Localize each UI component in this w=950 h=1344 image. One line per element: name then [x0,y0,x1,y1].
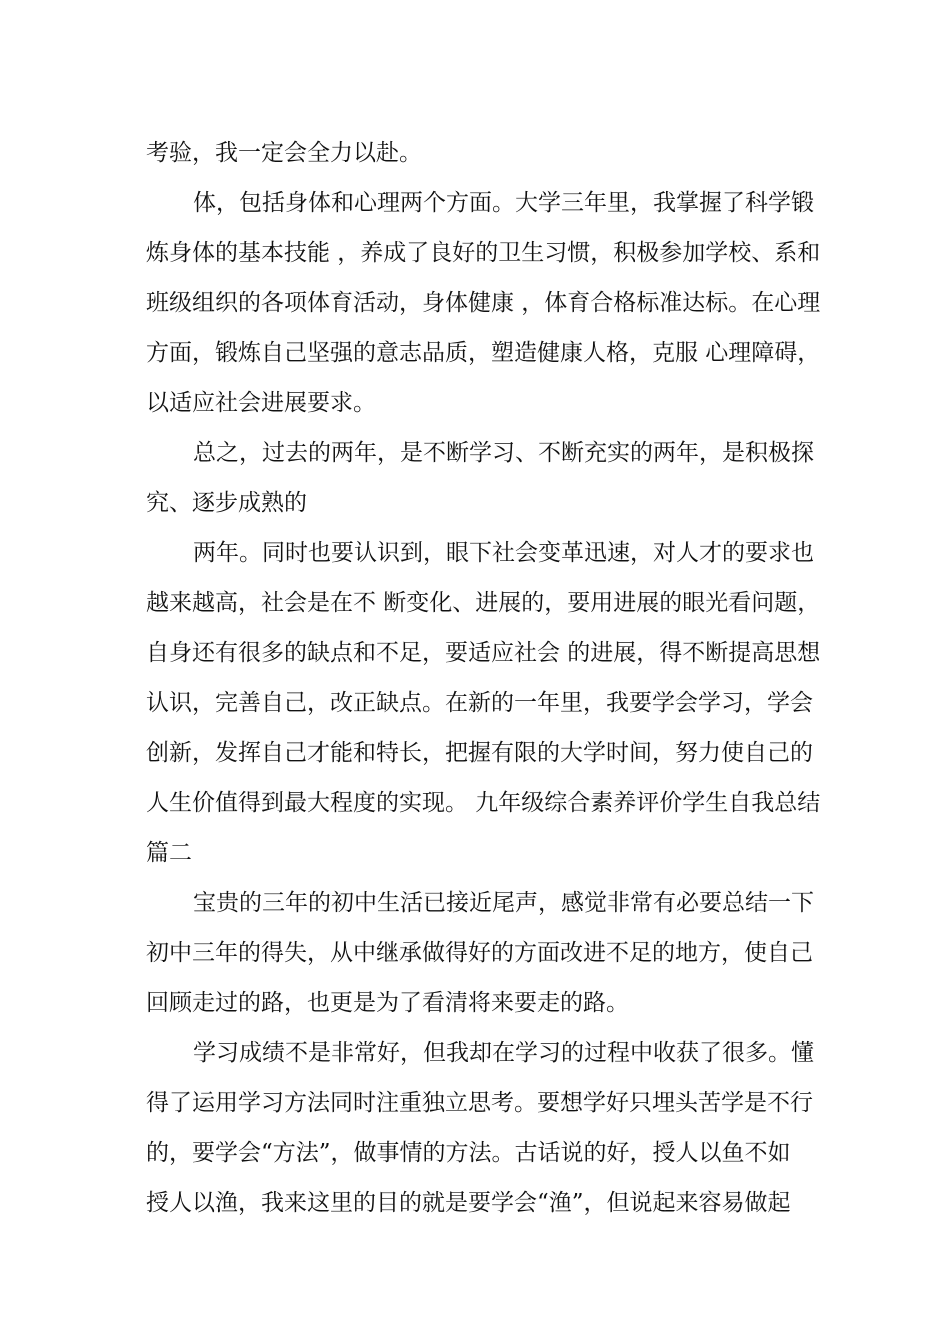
text-line: 回顾走过的路，也更是为了看清将来要走的路。 [146,990,629,1016]
text-line: 的，要学会“方法”，做事情的方法。古话说的好，授人以鱼不如 [146,1140,791,1166]
text-line: 人生价值得到最大程度的实现。 九年级综合素养评价学生自我总结 [146,790,821,816]
text-line: 以适应社会进展要求。 [146,390,376,416]
text-line: 越来越高，社会是在不 断变化、进展的，要用进展的眼光看问题， [146,590,821,616]
text-line: 授人以渔，我来这里的目的就是要学会“渔”，但说起来容易做起 [146,1190,791,1216]
text-line: 初中三年的得失，从中继承做得好的方面改进不足的地方，使自己 [146,940,813,966]
text-line: 究、逐步成熟的 [146,490,307,516]
text-line: 自身还有很多的缺点和不足，要适应社会 的进展，得不断提高思想 [146,640,821,666]
text-line: 炼身体的基本技能 ，养成了良好的卫生习惯，积极参加学校、系和 [146,240,821,266]
text-line: 宝贵的三年的初中生活已接近尾声，感觉非常有必要总结一下 [193,890,814,916]
text-line: 方面，锻炼自己坚强的意志品质，塑造健康人格，克服 心理障碍， [146,340,821,366]
text-line: 篇二 [146,840,192,866]
text-line: 认识，完善自己，改正缺点。在新的一年里，我要学会学习，学会 [146,690,813,716]
text-line: 得了运用学习方法同时注重独立思考。要想学好只埋头苦学是不行 [146,1090,813,1116]
document-body [146,128,821,1228]
text-line: 班级组织的各项体育活动，身体健康 ，体育合格标准达标。在心理 [146,290,821,316]
text-line: 两年。同时也要认识到，眼下社会变革迅速，对人才的要求也 [193,540,814,566]
text-line: 体，包括身体和心理两个方面。大学三年里，我掌握了科学锻 [193,190,814,216]
text-line: 总之，过去的两年，是不断学习、不断充实的两年，是积极探 [193,440,814,466]
text-line: 创新，发挥自己才能和特长，把握有限的大学时间，努力使自己的 [146,740,813,766]
text-line: 学习成绩不是非常好，但我却在学习的过程中收获了很多。懂 [193,1040,814,1066]
text-line: 考验，我一定会全力以赴。 [146,140,422,166]
